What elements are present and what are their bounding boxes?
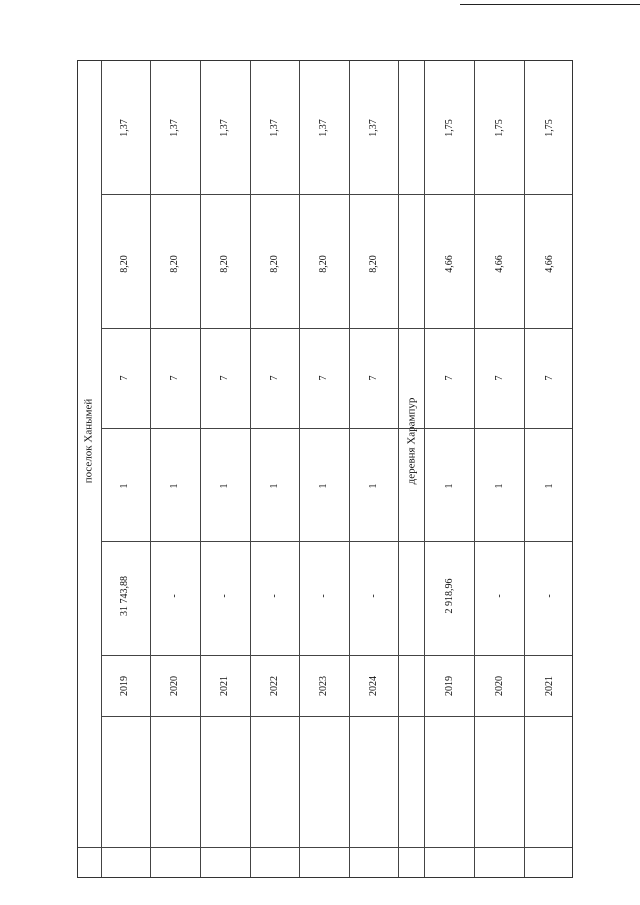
row-year: 2019 [119, 676, 130, 696]
table-column-line [474, 61, 475, 877]
table-row-line [101, 541, 572, 542]
row-count: 7 [269, 375, 280, 381]
row-value: 2 918,96 [444, 578, 455, 614]
row-value: 1,37 [169, 119, 180, 137]
row-count: 7 [169, 375, 180, 381]
row-count: 1 [269, 483, 280, 489]
row-value: 8,20 [269, 255, 280, 273]
row-value: 8,20 [318, 255, 329, 273]
row-value: - [544, 594, 555, 598]
row-count: 1 [368, 483, 379, 489]
table-column-line [200, 61, 201, 877]
row-value: 8,20 [119, 255, 130, 273]
table-column-line [150, 61, 151, 877]
row-count: 7 [119, 375, 130, 381]
table-column-line [398, 61, 399, 877]
table-column-line [101, 61, 102, 877]
row-value: 4,66 [544, 255, 555, 273]
row-count: 1 [494, 483, 505, 489]
row-count: 7 [368, 375, 379, 381]
table-row-line [101, 194, 572, 195]
top-rule [460, 4, 640, 5]
group-title-khanymey: поселок Ханымей [82, 398, 95, 484]
table-column-line [424, 61, 425, 877]
row-value: 1,37 [368, 119, 379, 137]
row-count: 7 [318, 375, 329, 381]
table-column-line [524, 61, 525, 877]
row-year: 2020 [494, 676, 505, 696]
row-value: - [494, 594, 505, 598]
row-value: 1,37 [119, 119, 130, 137]
row-count: 1 [119, 483, 130, 489]
row-count: 1 [169, 483, 180, 489]
row-count: 7 [494, 375, 505, 381]
table-column-line [299, 61, 300, 877]
row-year: 2022 [269, 676, 280, 696]
row-value: 1,37 [269, 119, 280, 137]
row-year: 2024 [368, 676, 379, 696]
row-value: 4,66 [444, 255, 455, 273]
row-value: 8,20 [219, 255, 230, 273]
group-title-kharampur: деревня Харампур [405, 397, 418, 485]
row-year: 2019 [444, 676, 455, 696]
row-count: 1 [318, 483, 329, 489]
row-value: 1,37 [318, 119, 329, 137]
rotated-data-table [77, 60, 573, 878]
row-year: 2020 [169, 676, 180, 696]
row-count: 7 [444, 375, 455, 381]
row-year: 2021 [544, 676, 555, 696]
row-count: 1 [544, 483, 555, 489]
row-value: 1,75 [444, 119, 455, 137]
row-count: 7 [219, 375, 230, 381]
table-row-line [101, 328, 572, 329]
row-value: - [219, 594, 230, 598]
row-value: - [269, 594, 280, 598]
row-value: 1,37 [219, 119, 230, 137]
table-row-line [101, 655, 572, 656]
row-year: 2023 [318, 676, 329, 696]
row-year: 2021 [219, 676, 230, 696]
row-value: 31 743,88 [119, 576, 130, 616]
row-value: - [169, 594, 180, 598]
row-count: 1 [219, 483, 230, 489]
row-count: 7 [544, 375, 555, 381]
row-value: - [368, 594, 379, 598]
row-value: - [318, 594, 329, 598]
table-column-line [250, 61, 251, 877]
row-value: 1,75 [544, 119, 555, 137]
table-row-line [101, 716, 572, 717]
table-bottom-strip-line [78, 847, 572, 848]
row-value: 8,20 [368, 255, 379, 273]
row-value: 1,75 [494, 119, 505, 137]
row-count: 1 [444, 483, 455, 489]
row-value: 4,66 [494, 255, 505, 273]
row-value: 8,20 [169, 255, 180, 273]
table-column-line [349, 61, 350, 877]
table-row-line [101, 428, 572, 429]
